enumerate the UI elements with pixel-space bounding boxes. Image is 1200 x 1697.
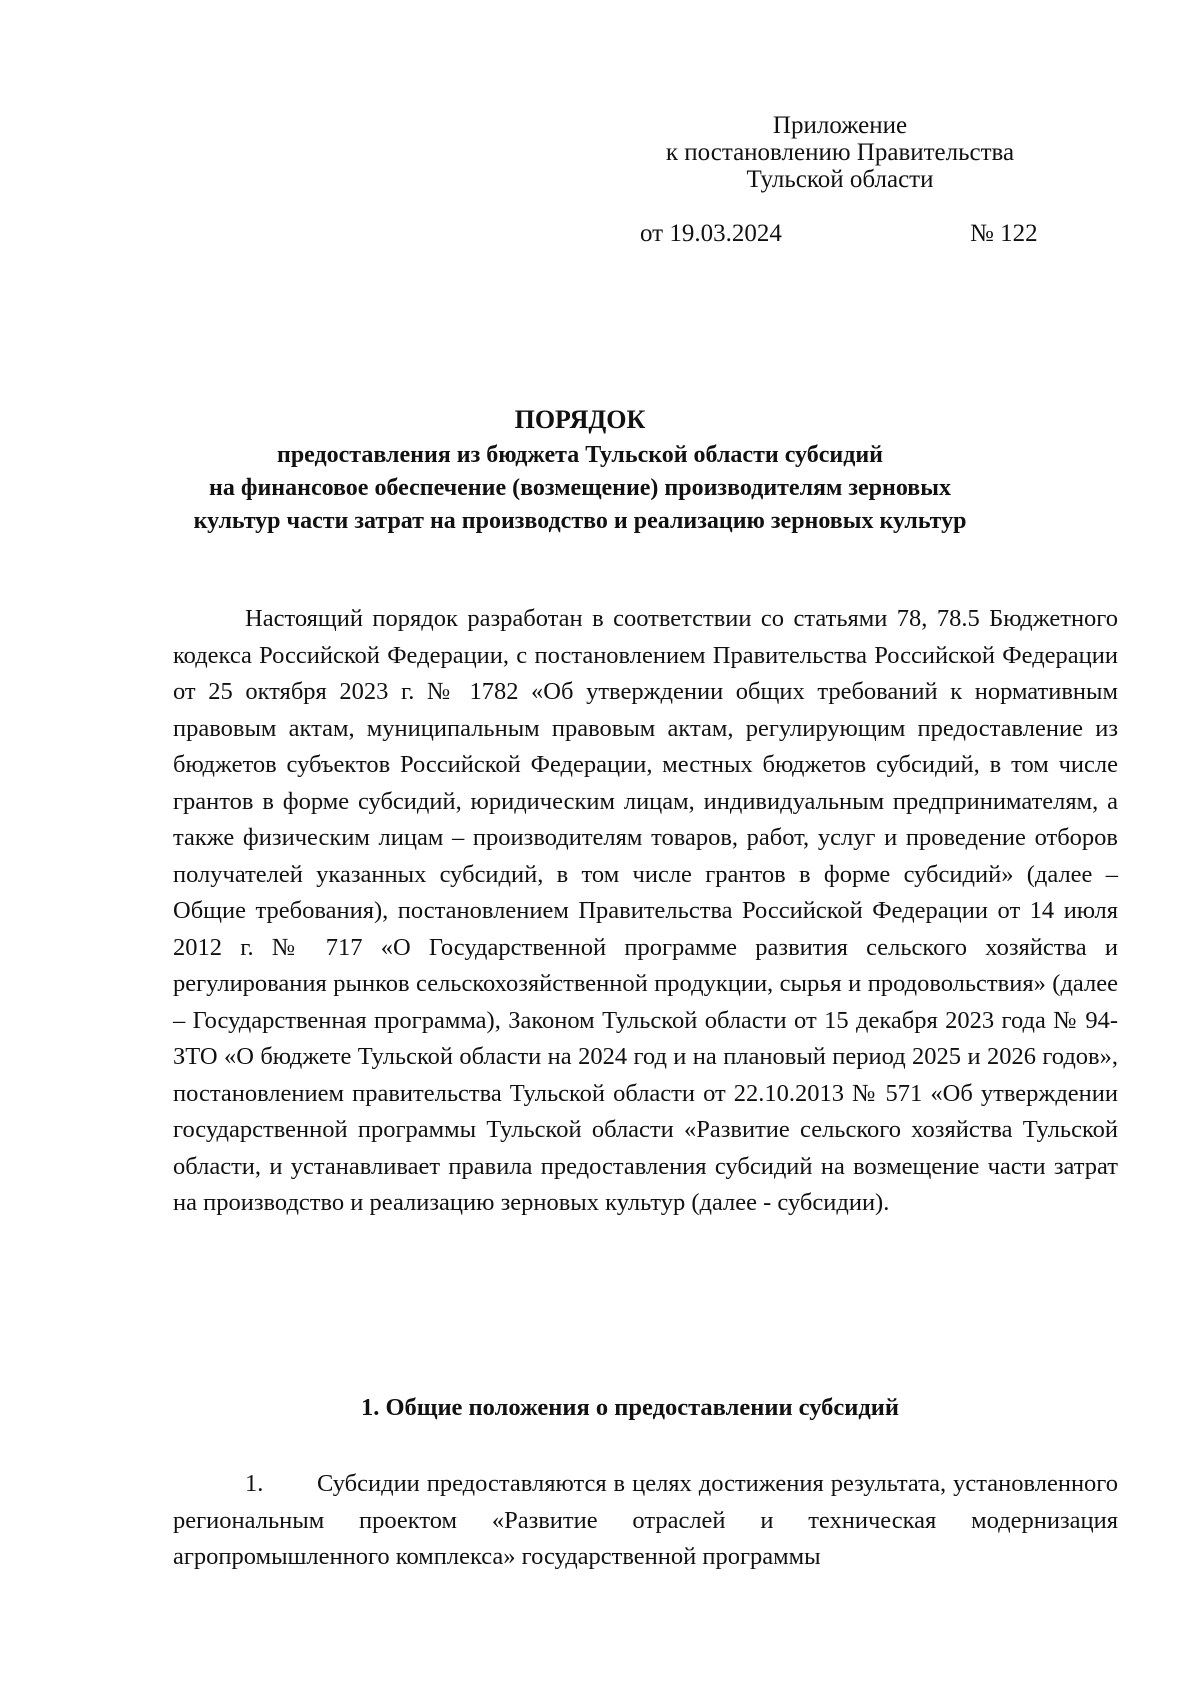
title-line-1: предоставления из бюджета Тульской области субсидий — [277, 442, 883, 468]
document-number: № 122 — [970, 220, 1038, 247]
appendix-header — [600, 112, 1080, 193]
appendix-line-3: Тульской области — [746, 166, 934, 193]
title-line-3: культур части затрат на производство и реализацию зерновых культур — [193, 508, 967, 534]
item-number: 1. — [245, 1470, 264, 1497]
section-1-item-1 — [173, 1466, 1118, 1576]
title-line-2: на финансовое обеспечение (возмещение) производителям зерновых — [209, 475, 951, 501]
document-date: от 19.03.2024 — [640, 220, 782, 247]
title-main: ПОРЯДОК — [514, 405, 646, 434]
appendix-line-2: к постановлению Правительства — [665, 139, 1015, 166]
item-text: Субсидии предоставляются в целях достижения результата, установленного региональным проектом «Развитие отраслей и техническая модернизация агропромышленного комплекса» государственной программы — [173, 1470, 1118, 1570]
appendix-line-1: Приложение — [772, 112, 908, 139]
section-1-heading: 1. Общие положения о предоставлении субсидий — [360, 1394, 900, 1421]
document-title — [130, 403, 1030, 538]
intro-paragraph: Настоящий порядок разработан в соответствии со статьями 78, 78.5 Бюджетного кодекса Российской Федерации, с постановлением Правительства Российской Федерации от 25 октября 2023 г. № 1782 «Об утверждении общих требований к нормативным правовым актам, муниципальным правовым актам, регулирующим предоставление из бюджетов субъектов Российской Федерации, местных бюджетов субсидий, в том числе грантов в форме субсидий, юридическим лицам, индивидуальным предпринимателям, а также физическим лицам – производителям товаров, работ, услуг и проведение отборов получателей указанных субсидий, в том числе грантов в форме субсидий» (далее – Общие требования), постановлением Правительства Российской Федерации от 14 июля 2012 г. № 717 «О Государственной программе развития сельского хозяйства и регулирования рынков сельскохозяйственной продукции, сырья и продовольствия» (далее – Государственная программа), Законом Тульской области от 15 декабря 2023 года № 94-ЗТО «О бюджете Тульской области на 2024 год и на плановый период 2025 и 2026 годов», постановлением правительства Тульской области от 22.10.2013 № 571 «Об утверждении государственной программы Тульской области «Развитие сельского хозяйства Тульской области, и устанавливает правила предоставления субсидий на возмещение части затрат на производство и реализацию зерновых культур (далее - субсидии). — [173, 605, 1118, 1216]
